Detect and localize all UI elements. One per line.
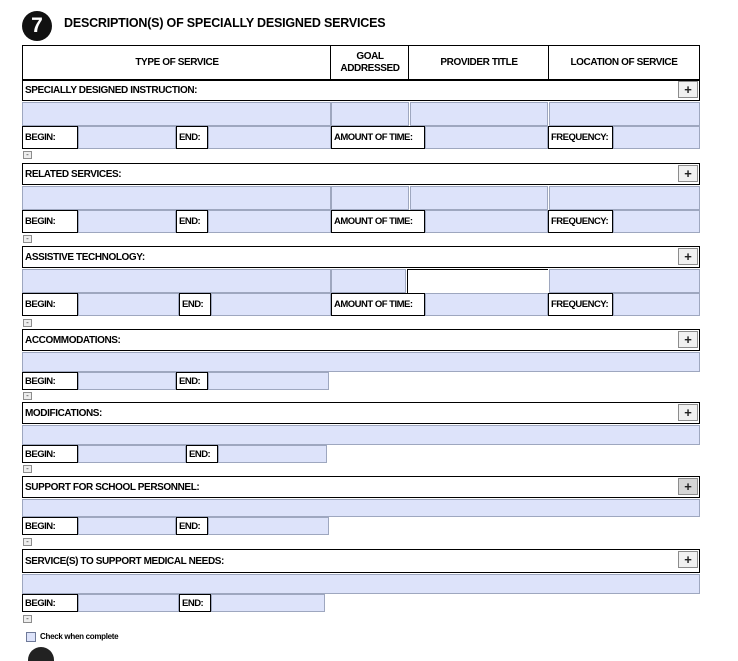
related-add-button[interactable]: + xyxy=(678,165,698,182)
support-add-button[interactable]: + xyxy=(678,478,698,495)
sdi-frequency-field[interactable] xyxy=(613,126,700,149)
assistive-type-field[interactable] xyxy=(22,269,331,293)
section-title: DESCRIPTION(S) OF SPECIALLY DESIGNED SERVICES xyxy=(64,16,386,30)
sdi-amount-label: AMOUNT OF TIME: xyxy=(331,126,425,149)
assistive-amount-label: AMOUNT OF TIME: xyxy=(331,293,425,316)
sdi-label: SPECIALLY DESIGNED INSTRUCTION: xyxy=(25,85,198,96)
accommodations-label: ACCOMMODATIONS: xyxy=(25,334,121,346)
header-location-of-service: LOCATION OF SERVICE xyxy=(548,45,700,80)
medical-begin-field[interactable] xyxy=(78,594,179,612)
sdi-add-button[interactable]: + xyxy=(678,81,698,98)
sdi-location-field[interactable] xyxy=(549,102,700,126)
sdi-begin-field[interactable] xyxy=(78,126,176,149)
related-type-field[interactable] xyxy=(22,186,331,210)
modifications-begin-field[interactable] xyxy=(78,445,186,463)
support-row-label xyxy=(22,476,700,498)
sdi-frequency-label: FREQUENCY: xyxy=(548,126,613,149)
accommodations-begin-field[interactable] xyxy=(78,372,176,390)
accommodations-begin-label: BEGIN: xyxy=(22,372,78,390)
assistive-end-field[interactable] xyxy=(211,293,331,316)
related-label: RELATED SERVICES: xyxy=(25,168,122,180)
assistive-row-label xyxy=(22,246,700,268)
medical-remove-button[interactable]: - xyxy=(23,615,32,623)
check-complete-checkbox[interactable] xyxy=(26,632,36,642)
assistive-begin-field[interactable] xyxy=(78,293,179,316)
related-end-label: END: xyxy=(176,210,208,233)
related-frequency-label: FREQUENCY: xyxy=(548,210,613,233)
modifications-remove-button[interactable]: - xyxy=(23,465,32,473)
support-remove-button[interactable]: - xyxy=(23,538,32,546)
accommodations-end-field[interactable] xyxy=(208,372,329,390)
related-remove-button[interactable]: - xyxy=(23,235,32,243)
header-goal-addressed: GOAL ADDRESSED xyxy=(330,45,409,80)
medical-begin-label: BEGIN: xyxy=(22,594,78,612)
related-end-field[interactable] xyxy=(208,210,331,233)
support-label: SUPPORT FOR SCHOOL PERSONNEL: xyxy=(25,481,200,493)
modifications-end-label: END: xyxy=(186,445,218,463)
modifications-begin-label: BEGIN: xyxy=(22,445,78,463)
sdi-end-label: END: xyxy=(176,126,208,149)
modifications-end-field[interactable] xyxy=(218,445,327,463)
sdi-amount-field[interactable] xyxy=(425,126,548,149)
modifications-label: MODIFICATIONS: xyxy=(25,407,102,419)
related-begin-label: BEGIN: xyxy=(22,210,78,233)
sdi-goal-field[interactable] xyxy=(331,102,409,126)
support-description-field[interactable] xyxy=(22,499,700,517)
assistive-frequency-field[interactable] xyxy=(613,293,700,316)
assistive-begin-label: BEGIN: xyxy=(22,293,78,316)
related-begin-field[interactable] xyxy=(78,210,176,233)
assistive-amount-field[interactable] xyxy=(425,293,548,316)
accommodations-remove-button[interactable]: - xyxy=(23,392,32,400)
related-amount-field[interactable] xyxy=(425,210,548,233)
sdi-begin-label: BEGIN: xyxy=(22,126,78,149)
support-end-field[interactable] xyxy=(208,517,329,535)
support-begin-label: BEGIN: xyxy=(22,517,78,535)
medical-end-field[interactable] xyxy=(211,594,325,612)
support-begin-field[interactable] xyxy=(78,517,176,535)
sdi-provider-field[interactable] xyxy=(410,102,548,126)
assistive-frequency-label: FREQUENCY: xyxy=(548,293,613,316)
sdi-remove-button[interactable]: - xyxy=(23,151,32,159)
assistive-goal-field[interactable] xyxy=(331,269,406,293)
medical-label: SERVICE(S) TO SUPPORT MEDICAL NEEDS: xyxy=(25,555,224,567)
related-goal-field[interactable] xyxy=(331,186,409,210)
modifications-add-button[interactable]: + xyxy=(678,404,698,421)
modifications-row-label xyxy=(22,402,700,424)
related-location-field[interactable] xyxy=(549,186,700,210)
assistive-provider-field[interactable] xyxy=(407,269,548,293)
assistive-label: ASSISTIVE TECHNOLOGY: xyxy=(25,251,145,263)
support-end-label: END: xyxy=(176,517,208,535)
medical-add-button[interactable]: + xyxy=(678,551,698,568)
medical-row-label xyxy=(22,549,700,573)
accommodations-row-label xyxy=(22,329,700,351)
assistive-add-button[interactable]: + xyxy=(678,248,698,265)
accommodations-end-label: END: xyxy=(176,372,208,390)
header-type-of-service: TYPE OF SERVICE xyxy=(22,45,331,80)
related-amount-label: AMOUNT OF TIME: xyxy=(331,210,425,233)
assistive-remove-button[interactable]: - xyxy=(23,319,32,327)
related-frequency-field[interactable] xyxy=(613,210,700,233)
related-row-label xyxy=(22,163,700,185)
medical-description-field[interactable] xyxy=(22,574,700,594)
modifications-description-field[interactable] xyxy=(22,425,700,445)
sdi-type-field[interactable] xyxy=(22,102,331,126)
accommodations-add-button[interactable]: + xyxy=(678,331,698,348)
related-provider-field[interactable] xyxy=(410,186,548,210)
accommodations-description-field[interactable] xyxy=(22,352,700,372)
sdi-end-field[interactable] xyxy=(208,126,331,149)
check-complete-label: Check when complete xyxy=(40,632,119,641)
medical-end-label: END: xyxy=(179,594,211,612)
assistive-location-field[interactable] xyxy=(549,269,700,293)
sdi-row-label xyxy=(22,80,700,101)
section-number-badge: 7 xyxy=(22,11,52,41)
assistive-end-label: END: xyxy=(179,293,211,316)
header-provider-title: PROVIDER TITLE xyxy=(408,45,549,80)
